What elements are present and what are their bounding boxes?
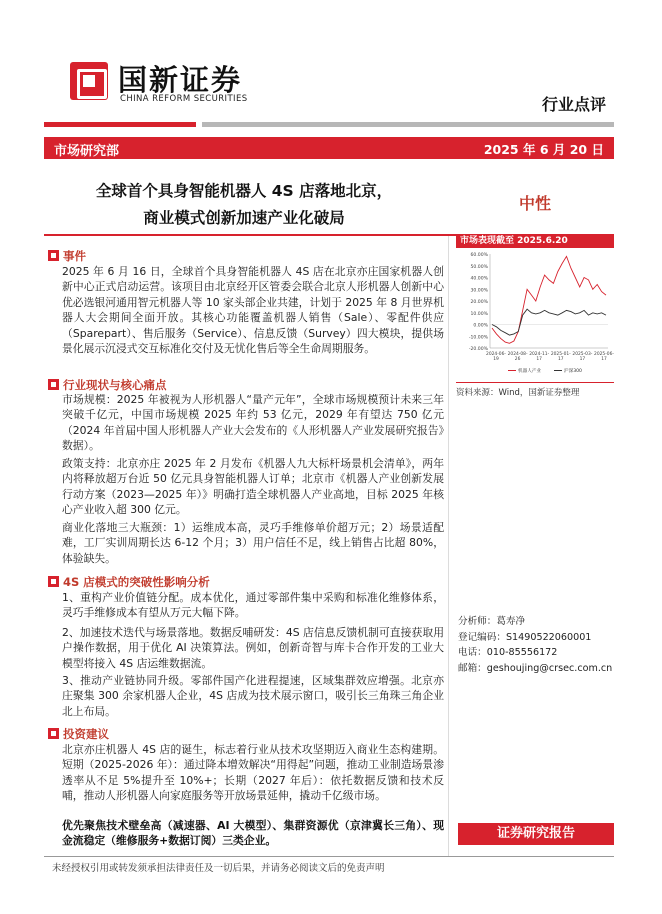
event-paragraph: 2025 年 6 月 16 日，全球首个具身智能机器人 4S 店在北京亦庄国家机器人创新中心正式启动运营。该项目由北京经开区管委会联合北京人形机器人创新中心优必选银河通用智元机器人等 10 家头部企业共建，计划于 2025 年 8 月世界机器人大会期间全面开放。其核心功能覆盖机器人销售（Sale）、零配件供应（Sparepart）、售后服务（Service）、信息反馈（Survey）四大模块，提供场景化展示沉浸式交互标准化交付及无忧化售后等全生命周期服务。	[62, 265, 444, 356]
company-logo	[70, 58, 270, 108]
x-tick-label-day: 19	[493, 357, 499, 362]
logo-name-en: CHINA REFORM SECURITIES	[120, 94, 248, 104]
report-type: 行业点评	[541, 95, 606, 114]
chart-title: 市场表现截至 2025.6.20	[456, 234, 614, 248]
market-performance-chart	[456, 248, 614, 378]
legend-label-2: 沪深300	[564, 369, 582, 374]
y-tick-label: 20.00%	[470, 300, 488, 305]
section-bullet-icon	[48, 379, 59, 390]
advice-paragraph-1: 北京亦庄机器人 4S 店的诞生，标志着行业从技术攻坚期迈入商业生态构建期。短期（2025-2026 年）：通过降本增效解决“用得起”问题，推动工业制造场景渗透率从不足 5%提升至 10%+；长期（2027 年后）：依托数据反馈和技术反哺，推动人形机器人向家庭服务等开放场景延伸，撬动千亿级市场。	[62, 743, 444, 803]
header-rule-red	[44, 122, 196, 127]
x-tick-label: 2024-06-	[486, 352, 506, 357]
rating-label: 中性	[518, 194, 551, 213]
title-line-1: 全球首个具身智能机器人 4S 店落地北京，	[95, 182, 393, 200]
side-footer-badge: 证券研究报告	[458, 823, 614, 845]
section-heading-event: 事件	[48, 248, 86, 264]
impact-paragraph-2: 2、加速技术迭代与场景落地。数据反哺研发：4S 店信息反馈机制可直接获取用户操作数据，用于优化 AI 决策算法。例如，创新奇智与库卡合作开发的工业大模型将接入 4S 店运维数据流。	[62, 626, 444, 670]
department-label: 市场研究部	[54, 144, 120, 159]
analyst-reg: S1490522060001	[505, 631, 592, 643]
x-tick-label: 2025-03-	[572, 352, 593, 357]
header-rule-gray	[202, 122, 614, 127]
logo-name-cn: 国新证券	[118, 63, 243, 97]
series-line-1	[492, 256, 606, 343]
section-bullet-icon	[48, 728, 59, 739]
report-title	[44, 178, 444, 232]
x-tick-label-day: 17	[601, 357, 607, 362]
legend-label-1: 机器人产业	[518, 369, 541, 374]
report-date: 2025 年 6 月 20 日	[483, 142, 604, 157]
analyst-email-row: 邮箱：geshoujing@crsec.com.cn	[458, 662, 613, 674]
y-tick-label: -20.00%	[468, 347, 488, 352]
y-tick-label: 60.00%	[470, 253, 488, 258]
header-rule	[44, 122, 614, 127]
title-line-2: 商业模式创新加速产业化破局	[143, 209, 345, 227]
x-tick-label-day: 26	[514, 357, 521, 362]
x-tick-label: 2024-08-	[507, 352, 528, 357]
x-tick-label: 2025-06-	[594, 352, 614, 357]
impact-paragraph-1: 1、重构产业价值链分配。成本优化，通过零部件集中采购和标准化维修体系，灵巧手维修成本有望从万元大幅下降。	[62, 591, 444, 620]
section-bullet-icon	[48, 250, 59, 261]
x-tick-label-day: 17	[579, 357, 586, 362]
analyst-email[interactable]: geshoujing@crsec.com.cn	[486, 662, 613, 674]
analyst-info	[458, 614, 618, 676]
policy-paragraph: 政策支持：北京亦庄 2025 年 2 月发布《机器人九大标杆场景机会清单》，两年内将释放超万台近 50 亿元具身智能机器人订单；北京市《机器人产业创新发展行动方案（2023—2025 年）》明确打造全球机器人产业高地，目标 2025 年核心产业收入超 300 亿元。	[62, 457, 444, 517]
advice-paragraph-2: 优先聚焦技术壁垒高（减速器、AI 大模型）、集群资源优（京津冀长三角）、现金流稳定（维修服务+数据订阅）三类企业。	[62, 819, 444, 848]
series-line-2	[492, 309, 606, 335]
chart-source: 资料来源：Wind，国新证券整理	[456, 382, 614, 398]
section-bullet-icon	[48, 576, 59, 587]
section-heading-impact: 4S 店模式的突破性影响分析	[48, 574, 210, 590]
main-content	[48, 240, 444, 855]
bottleneck-paragraph: 商业化落地三大瓶颈：1）运维成本高，灵巧手维修单价超万元；2）场景适配难，工厂实训周期长达 6-12 个月；3）用户信任不足，线上销售占比超 80%，体验缺失。	[62, 521, 444, 565]
y-tick-label: 50.00%	[470, 264, 488, 270]
y-tick-label: 30.00%	[470, 288, 488, 294]
analyst-name: 葛寿净	[496, 616, 526, 627]
x-tick-label: 2025-01-	[550, 352, 571, 357]
analyst-phone-row: 电话：010-85556172	[458, 647, 558, 659]
logo-mark-icon	[70, 62, 108, 100]
department-bar	[44, 137, 614, 159]
y-tick-label: 0.00%	[473, 323, 488, 329]
analyst-reg-row: 登记编码：S1490522060001	[458, 631, 592, 643]
section-heading-industry: 行业现状与核心痛点	[48, 377, 167, 393]
footer-rule	[44, 856, 614, 857]
column-divider	[448, 236, 449, 856]
y-tick-label: 10.00%	[470, 311, 488, 317]
x-tick-label: 2024-11-	[529, 352, 550, 357]
y-tick-label: 40.00%	[470, 276, 488, 282]
analyst-name-row: 分析师：葛寿净	[458, 616, 526, 627]
section-heading-advice: 投资建议	[48, 726, 109, 742]
market-size-paragraph: 市场规模：2025 年被视为人形机器人“量产元年”，全球市场规模预计未来三年突破千亿元，中国市场规模 2025 年约 53 亿元，2029 年有望达 750 亿元（2024 年首届中国人形机器人产业大会发布的《人形机器人产业发展研究报告》数据）。	[62, 393, 444, 453]
x-tick-label-day: 17	[558, 357, 564, 362]
y-tick-label: -10.00%	[468, 335, 488, 341]
x-tick-label-day: 17	[536, 357, 542, 362]
impact-paragraph-3: 3、推动产业链协同升级。零部件国产化进程提速，区域集群效应增强。北京亦庄聚集 300 余家机器人企业，4S 店成为技术展示窗口，吸引长三角珠三角企业北上布局。	[62, 674, 444, 718]
analyst-phone: 010-85556172	[486, 647, 558, 659]
disclaimer: 未经授权引用或转发须承担法律责任及一切后果，并请务必阅读文后的免责声明	[52, 863, 385, 874]
